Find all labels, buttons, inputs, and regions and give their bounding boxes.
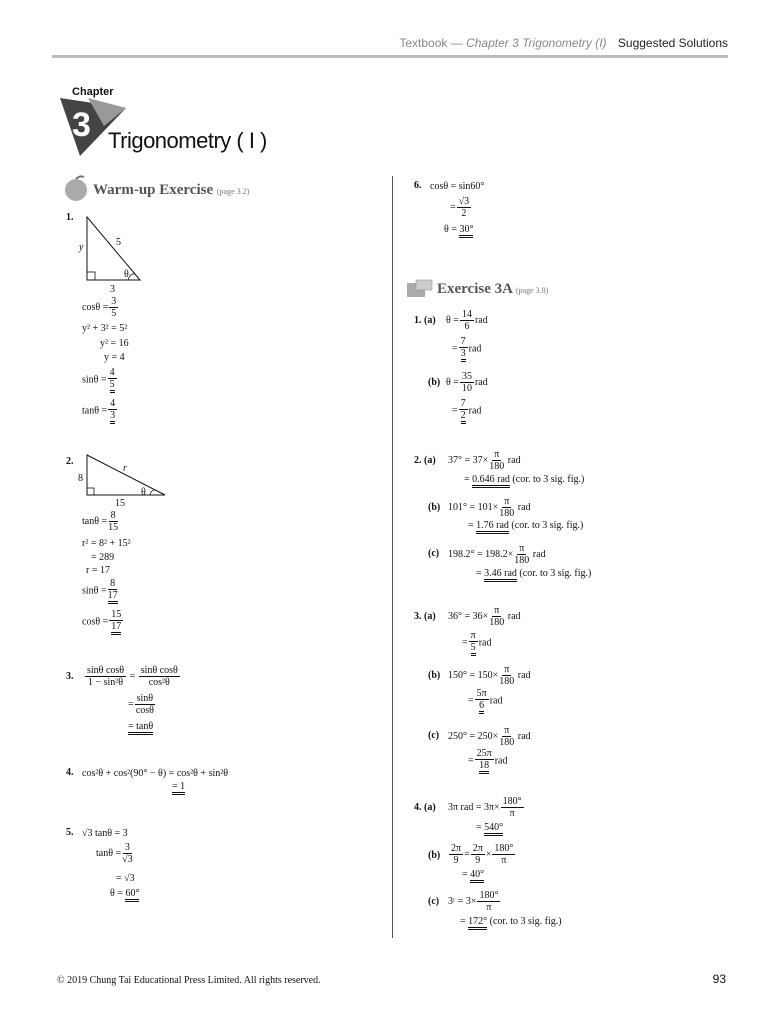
- header-suggested: Suggested Solutions: [617, 36, 728, 50]
- e2-a-line1: 37° = 37× $\frac{\pi}{180}$ rad: [448, 449, 521, 472]
- q1-line3: y² = 16: [100, 338, 129, 349]
- e1-b-line2: = $\frac{7}{2}$ rad: [452, 398, 481, 424]
- q2-line1: tanθ = $\frac{8}{15}$: [82, 510, 119, 533]
- q1-label-theta: θ: [124, 269, 129, 280]
- column-divider: [392, 176, 393, 938]
- q4-line1: cos²θ + cos²(90° − θ) = cos²θ + sin²θ: [82, 768, 229, 779]
- copyright: © 2019 Chung Tai Educational Press Limited. All rights reserved.: [57, 975, 321, 986]
- chapter-number: 3: [72, 106, 91, 144]
- q4-number: 4.: [66, 767, 74, 778]
- e3-a-line1: 36° = 36× $\frac{\pi}{180}$ rad: [448, 605, 521, 628]
- q2-line5: sinθ = $\frac{8}{17}$: [82, 578, 119, 604]
- e4-b-label: (b): [428, 850, 441, 861]
- q5-line2: tanθ = $\frac{3}{√3}$: [96, 842, 133, 865]
- q6-line1: cosθ = sin60°: [430, 181, 485, 192]
- chapter-label: Chapter: [72, 86, 114, 98]
- e3-b-label: (b): [428, 670, 441, 681]
- q2-label-opp: 8: [78, 473, 83, 484]
- q5-line1: √3 tanθ = 3: [82, 828, 128, 839]
- q1-label-hyp: 5: [116, 237, 121, 248]
- q1-number: 1.: [66, 212, 74, 223]
- q2-label-theta: θ: [141, 487, 146, 498]
- e4-b-line2: = 40°: [462, 868, 484, 881]
- q2-line3: = 289: [91, 552, 115, 563]
- e2-number: 2. (a): [414, 455, 436, 466]
- q5-line3: = √3: [116, 873, 135, 884]
- e4-a-line1: 3π rad = 3π× $\frac{180^\circ}{\pi}$: [448, 796, 522, 819]
- q1-line5: sinθ = $\frac{4}{5}$: [82, 367, 118, 393]
- header-textbook: Textbook: [399, 36, 448, 50]
- e1-a-line1: θ = $\frac{14}{6}$ rad: [446, 309, 488, 332]
- page-number: 93: [712, 972, 726, 986]
- exercise-icon: [406, 279, 434, 299]
- q6-number: 6.: [414, 180, 422, 191]
- q6-answer: θ = 30°: [444, 223, 473, 236]
- e4-a-line2: = 540°: [476, 821, 503, 834]
- e4-number: 4. (a): [414, 802, 436, 813]
- e2-b-line2: = 1.76 rad (cor. to 3 sig. fig.): [468, 519, 583, 532]
- e4-c-line1: 3ʳ = 3× $\frac{180^\circ}{\pi}$: [448, 890, 499, 913]
- q1-line1: cosθ = $\frac{3}{5}$: [82, 296, 117, 319]
- e4-c-line2: = 172° (cor. to 3 sig. fig.): [460, 915, 562, 928]
- e3-c-line2: = $\frac{25\pi}{18}$ rad: [468, 748, 507, 774]
- warmup-heading: Warm-up Exercise (page 3.2): [93, 182, 250, 198]
- q3-number: 3.: [66, 671, 74, 682]
- q5-answer: θ = 60°: [110, 887, 139, 900]
- q2-triangle-diagram: [80, 452, 170, 500]
- e3-number: 3. (a): [414, 611, 436, 622]
- e1-a-line2: = $\frac{7}{3}$ rad: [452, 336, 481, 362]
- q6-line2: = $\frac{√3}{2}$: [450, 196, 470, 219]
- e2-c-label: (c): [428, 548, 440, 559]
- exercise-heading: Exercise 3A (page 3.8): [437, 281, 549, 297]
- q4-line2: = 1: [172, 780, 185, 793]
- e3-b-line1: 150° = 150× $\frac{\pi}{180}$ rad: [448, 664, 531, 687]
- e3-c-label: (c): [428, 730, 440, 741]
- q1-label-y: y: [79, 242, 84, 253]
- e4-c-label: (c): [428, 896, 440, 907]
- q3-line1: $\frac{\text{sinθ cosθ}}{\text{1 − sin²θ}}$ = $\frac{\text{sinθ cosθ}}{\text{cos²θ}}$: [87, 665, 178, 688]
- running-header: Textbook — Chapter 3 Trigonometry (I) Suggested Solutions: [399, 36, 728, 50]
- e2-c-line2: = 3.46 rad (cor. to 3 sig. fig.): [476, 567, 591, 580]
- q3-line2: = $\frac{\sin\theta}{\cos\theta}$: [128, 693, 154, 716]
- q2-line4: r = 17: [86, 565, 110, 576]
- e1-number: 1. (a): [414, 315, 436, 326]
- e3-a-line2: = $\frac{\pi}{5}$ rad: [462, 630, 491, 656]
- apple-icon: [62, 174, 90, 202]
- q3-answer: = tanθ: [128, 720, 153, 733]
- q1-triangle-diagram: [80, 214, 150, 294]
- q1-label-base: 3: [110, 284, 115, 295]
- q1-line4: y = 4: [104, 352, 125, 363]
- e3-b-line2: = $\frac{5\pi}{6}$ rad: [468, 688, 502, 714]
- e4-b-line1: $\frac{2\pi}{9}$ = $\frac{2\pi}{9}$ × $\frac{180^\circ}{\pi}$: [451, 843, 514, 866]
- e2-c-line1: 198.2° = 198.2× $\frac{\pi}{180}$ rad: [448, 543, 546, 566]
- header-chapter: Chapter 3 Trigonometry (I): [466, 36, 607, 50]
- q1-line6: tanθ = $\frac{4}{3}$: [82, 398, 118, 424]
- q2-label-hyp: r: [123, 463, 127, 474]
- header-rule: [52, 55, 728, 58]
- q2-line6: cosθ = $\frac{15}{17}$: [82, 609, 124, 635]
- e3-c-line1: 250° = 250× $\frac{\pi}{180}$ rad: [448, 725, 531, 748]
- e1-b-line1: θ = $\frac{35}{10}$ rad: [446, 371, 488, 394]
- e2-b-label: (b): [428, 502, 441, 513]
- q2-line2: r² = 8² + 15²: [82, 538, 131, 549]
- e1-b-label: (b): [428, 377, 441, 388]
- chapter-title: Trigonometry ( I ): [108, 128, 267, 153]
- q5-number: 5.: [66, 827, 74, 838]
- e2-b-line1: 101° = 101× $\frac{\pi}{180}$ rad: [448, 496, 531, 519]
- e2-a-line2: = 0.646 rad (cor. to 3 sig. fig.): [464, 473, 584, 486]
- q2-number: 2.: [66, 456, 74, 467]
- q1-line2: y² + 3² = 5²: [82, 323, 128, 334]
- q2-label-base: 15: [115, 498, 125, 509]
